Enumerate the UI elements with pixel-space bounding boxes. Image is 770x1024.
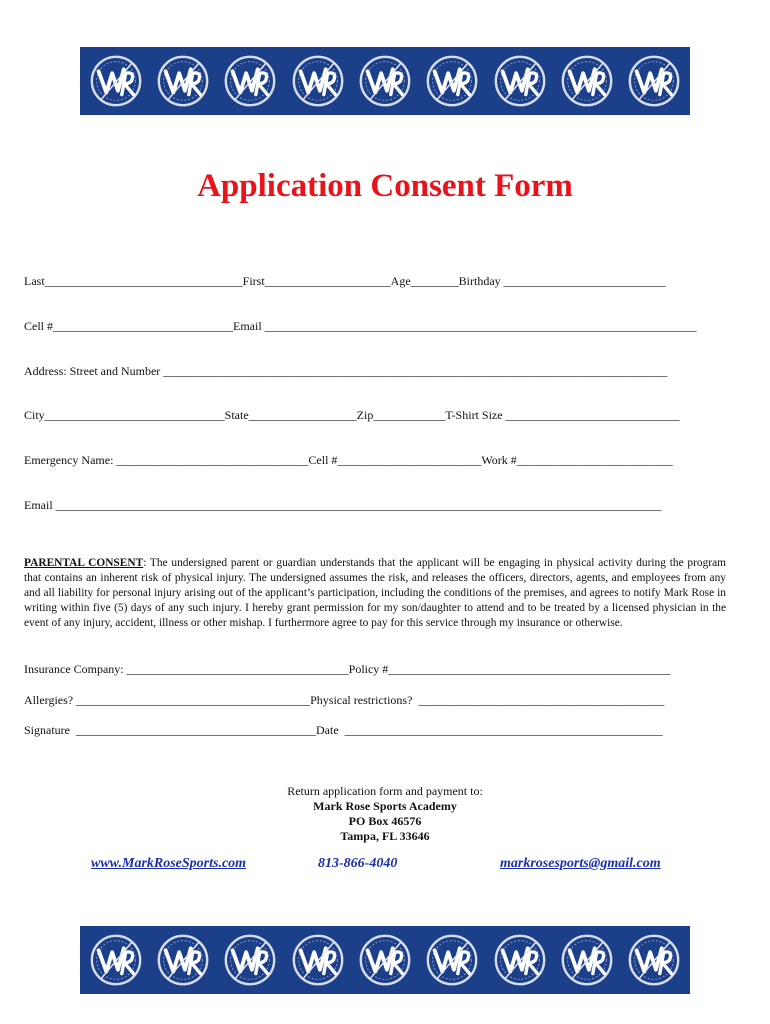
academy-logo-icon bbox=[154, 931, 212, 989]
page-title: Application Consent Form bbox=[197, 168, 573, 204]
signature-date-fields[interactable]: Signature ________________________________________Date _____________________________________________________ bbox=[24, 723, 663, 737]
cell-email-fields[interactable]: Cell #______________________________Email ________________________________________________________________________ bbox=[24, 319, 697, 333]
website-link[interactable]: www.MarkRoseSports.com bbox=[91, 856, 247, 871]
academy-logo-icon bbox=[87, 931, 145, 989]
academy-logo-icon bbox=[221, 52, 279, 110]
academy-logo-icon bbox=[423, 52, 481, 110]
name-age-birthday-fields[interactable]: Last_________________________________First_____________________Age________Birthday ___________________________ bbox=[24, 274, 666, 288]
academy-logo-icon bbox=[491, 52, 549, 110]
parental-consent-paragraph bbox=[24, 556, 726, 631]
insurance-policy-fields[interactable]: Insurance Company: _____________________________________Policy #_______________________________________________ bbox=[24, 662, 671, 676]
parental-consent-heading: PARENTAL CONSENT bbox=[24, 557, 144, 569]
academy-logo-icon bbox=[558, 931, 616, 989]
po-box: PO Box 46576 bbox=[348, 814, 422, 828]
bottom-logo-banner bbox=[80, 926, 690, 994]
allergies-restrictions-fields[interactable]: Allergies? _______________________________________Physical restrictions? _________________________________________ bbox=[24, 693, 665, 707]
academy-logo-icon bbox=[289, 931, 347, 989]
return-address-block bbox=[235, 784, 535, 844]
email-link[interactable]: markrosesports@gmail.com bbox=[500, 856, 661, 871]
academy-logo-icon bbox=[289, 52, 347, 110]
return-intro: Return application form and payment to: bbox=[287, 784, 483, 798]
academy-logo-icon bbox=[154, 52, 212, 110]
emergency-contact-fields[interactable]: Emergency Name: ________________________________Cell #________________________Work #__________________________ bbox=[24, 453, 673, 467]
academy-logo-icon bbox=[625, 931, 683, 989]
academy-name: Mark Rose Sports Academy bbox=[313, 799, 457, 813]
city-state-zip-tshirt-fields[interactable]: City______________________________State__________________Zip____________T-Shirt Size _____________________________ bbox=[24, 408, 680, 422]
academy-logo-icon bbox=[356, 931, 414, 989]
phone-number: 813-866-4040 bbox=[318, 856, 398, 871]
parental-consent-text: : The undersigned parent or guardian understands that the applicant will be engaging in physical activity during the program that contains an inherent risk of physical injury. The undersigned assumes the risk, and releases the officers, directors, agents, and employees from any and all liability for personal injury arising out of the applicant’s participation, including the conditions of the premises, and agrees to notify Mark Rose in writing within five (5) days of any such injury. I hereby grant permission for my son/daughter to attend and to be treated by a licensed physician in the event of any injury, accident, illness or other mishap. I furthermore agree to pay for this service through my insurance or otherwise. bbox=[24, 557, 727, 629]
city-state-zip: Tampa, FL 33646 bbox=[340, 829, 430, 843]
academy-logo-icon bbox=[491, 931, 549, 989]
academy-logo-icon bbox=[87, 52, 145, 110]
academy-logo-icon bbox=[625, 52, 683, 110]
email-field[interactable]: Email _____________________________________________________________________________________________________ bbox=[24, 498, 662, 512]
academy-logo-icon bbox=[221, 931, 279, 989]
academy-logo-icon bbox=[356, 52, 414, 110]
address-field[interactable]: Address: Street and Number ____________________________________________________________________________________ bbox=[24, 364, 668, 378]
academy-logo-icon bbox=[423, 931, 481, 989]
top-logo-banner bbox=[80, 47, 690, 115]
academy-logo-icon bbox=[558, 52, 616, 110]
